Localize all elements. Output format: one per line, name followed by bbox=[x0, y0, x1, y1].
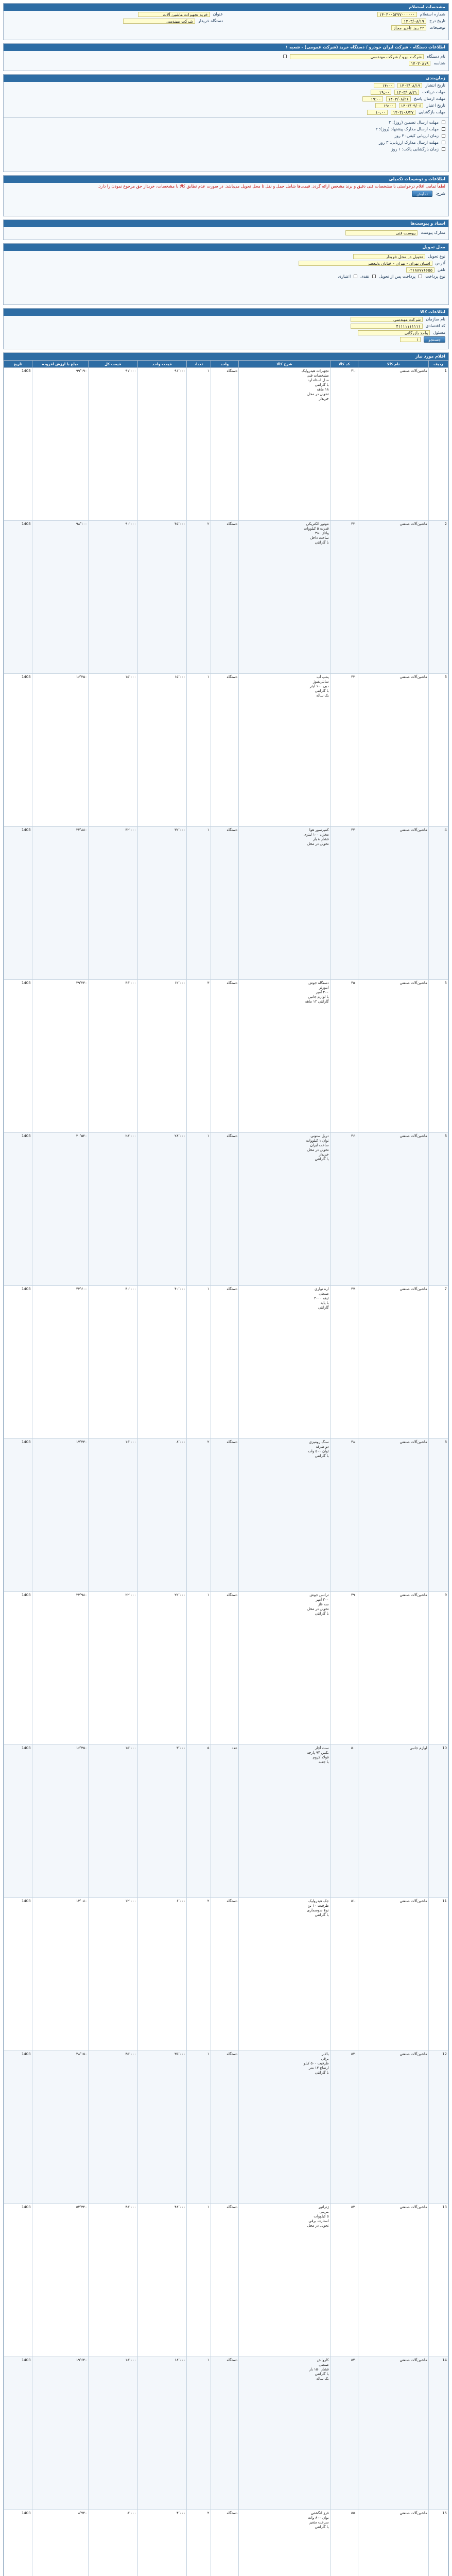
table-cell-unit: دستگاه bbox=[211, 827, 239, 980]
table-cell-total: ۸٬۰۰۰ bbox=[88, 2510, 137, 2576]
table-cell-name: ماشین‌آلات صنعتی bbox=[358, 674, 429, 827]
timing-extra-label: مهلت ارسال مدارک پیشنهاد (روز): ۳ bbox=[375, 127, 439, 131]
delivery-type: تحویل در محل خریدار bbox=[353, 254, 425, 259]
table-cell-vat: ۳۰٬۵۲۰ bbox=[32, 1133, 88, 1286]
timing-checkbox[interactable] bbox=[442, 134, 445, 138]
buyer-value: واحد بازرگانی bbox=[358, 330, 430, 335]
timing-checkbox[interactable] bbox=[442, 127, 445, 131]
table-row[interactable] bbox=[4, 2051, 448, 2204]
timing-extra-label: زمان بازگشایی پاکت: ۱ روز bbox=[391, 147, 439, 151]
table-cell-price: ۲۲٬۰۰۰ bbox=[137, 1592, 187, 1745]
table-cell-n: 5 bbox=[428, 980, 448, 1133]
table-cell-n: 3 bbox=[428, 674, 448, 827]
table-cell-qty: ۱ bbox=[187, 1133, 211, 1286]
table-cell-qty: ۱ bbox=[187, 827, 211, 980]
inquiry-buyer-label: دستگاه خریدار bbox=[198, 19, 223, 23]
items-header-cell: ردیف bbox=[428, 361, 448, 368]
table-cell-unit: دستگاه bbox=[211, 1133, 239, 1286]
table-cell-total: ۱۵٬۰۰۰ bbox=[88, 674, 137, 827]
table-cell-desc: کمپرسور هوا مخزن ۱۰۰ لیتری فشار ۸ بار تحویل در محل bbox=[239, 827, 331, 980]
table-cell-price: ۳٬۰۰۰ bbox=[137, 1745, 187, 1898]
table-cell-price: ۴۰٬۰۰۰ bbox=[137, 1286, 187, 1439]
table-cell-total: ۹۱٬۰۰۰ bbox=[88, 368, 137, 521]
table-cell-total: ۳۶٬۰۰۰ bbox=[88, 980, 137, 1133]
inquiry-date-label: تاریخ درج bbox=[429, 19, 445, 23]
table-cell-code: ۴۳۰ bbox=[330, 674, 358, 827]
table-cell-vat: ۱۶٬۳۵۰ bbox=[32, 1745, 88, 1898]
org-checkbox[interactable] bbox=[283, 55, 287, 58]
items-header-cell: قیمت واحد bbox=[137, 361, 187, 368]
buyer-rows bbox=[4, 316, 448, 336]
table-cell-total: ۱۶٬۰۰۰ bbox=[88, 1439, 137, 1592]
timing-extra-label: مهلت ارسال تضمین (روز): ۲ bbox=[389, 120, 439, 125]
table-cell-code: ۵۳۰ bbox=[330, 2204, 358, 2357]
items-header-cell: واحد bbox=[211, 361, 239, 368]
table-row[interactable] bbox=[4, 521, 448, 674]
table-cell-vat: ۲۳٬۹۸۰ bbox=[32, 1592, 88, 1745]
table-cell-n: 15 bbox=[428, 2510, 448, 2576]
table-cell-vat: ۱۹٬۶۲۰ bbox=[32, 2357, 88, 2510]
table-cell-name: ماشین‌آلات صنعتی bbox=[358, 2357, 429, 2510]
table-cell-code: ۴۹۰ bbox=[330, 1592, 358, 1745]
delivery-address: استان تهران - تهران - خیابان ولیعصر bbox=[299, 261, 432, 266]
table-cell-n: 7 bbox=[428, 1286, 448, 1439]
table-cell-unit: دستگاه bbox=[211, 1592, 239, 1745]
table-cell-price: ۱۵٬۰۰۰ bbox=[137, 674, 187, 827]
items-header-cell: تعداد bbox=[187, 361, 211, 368]
table-cell-qty: ۱ bbox=[187, 1592, 211, 1745]
table-cell-unit: دستگاه bbox=[211, 2357, 239, 2510]
buyer-frame bbox=[3, 308, 449, 349]
table-cell-vat: ۱۶٬۳۵۰ bbox=[32, 674, 88, 827]
table-cell-code: ۴۵۰ bbox=[330, 980, 358, 1133]
timing-row bbox=[4, 102, 448, 109]
table-cell-name: ماشین‌آلات صنعتی bbox=[358, 2051, 429, 2204]
delivery-phone-label: تلفن bbox=[437, 267, 445, 272]
table-cell-total: ۳۲٬۰۰۰ bbox=[88, 827, 137, 980]
inquiry-date: ۱۴۰۳/۰۸/۱۹ bbox=[402, 19, 426, 24]
table-cell-desc: ترانس جوش ۳۰۰ آمپر سه فاز تحویل در محل با گارانتی bbox=[239, 1592, 331, 1745]
table-row[interactable] bbox=[4, 1439, 448, 1592]
table-cell-name: لوازم جانبی bbox=[358, 1745, 429, 1898]
table-cell-name: ماشین‌آلات صنعتی bbox=[358, 2204, 429, 2357]
timing-row bbox=[4, 95, 448, 102]
inquiry-desc-label: توضیحات bbox=[429, 25, 445, 30]
timing-date: ۱۴۰۳/۰۹/۰۶ bbox=[399, 103, 424, 108]
table-cell-unit: عدد bbox=[211, 1745, 239, 1898]
notes-frame bbox=[3, 175, 449, 216]
table-cell-price: ۴٬۰۰۰ bbox=[137, 2510, 187, 2576]
table-cell-date: 1403 bbox=[4, 1898, 32, 2051]
delivery-frame bbox=[3, 243, 449, 305]
table-cell-qty: ۳ bbox=[187, 980, 211, 1133]
inquiry-number-label: شماره استعلام bbox=[420, 12, 445, 16]
delivery-address-label: آدرس bbox=[435, 261, 445, 265]
table-cell-desc: دریل ستونی توان ۱ کیلووات ساخت ایران تحویل در محل خریدار با گارانتی bbox=[239, 1133, 331, 1286]
table-cell-code: ۴۶۰ bbox=[330, 1133, 358, 1286]
table-cell-vat: ۱۳٬۰۸۰ bbox=[32, 1898, 88, 2051]
items-body bbox=[4, 368, 448, 2576]
table-cell-code: ۵۲۰ bbox=[330, 2051, 358, 2204]
table-cell-unit: دستگاه bbox=[211, 1439, 239, 1592]
timing-extra-row bbox=[4, 119, 448, 126]
timing-checkbox[interactable] bbox=[442, 141, 445, 144]
table-cell-date: 1403 bbox=[4, 674, 32, 827]
payment-radio[interactable] bbox=[354, 275, 357, 278]
table-cell-total: ۴۰٬۰۰۰ bbox=[88, 1286, 137, 1439]
table-cell-date: 1403 bbox=[4, 368, 32, 521]
table-cell-date: 1403 bbox=[4, 980, 32, 1133]
payment-radio[interactable] bbox=[419, 275, 422, 278]
buyer-label: کد اقتصادی bbox=[425, 324, 445, 328]
table-cell-price: ۶٬۰۰۰ bbox=[137, 1898, 187, 2051]
timing-time: ۱۹:۰۰ bbox=[375, 103, 396, 108]
pager-value[interactable]: ۱ bbox=[400, 337, 421, 342]
table-row[interactable] bbox=[4, 980, 448, 1133]
table-cell-qty: ۱ bbox=[187, 2204, 211, 2357]
table-cell-price: ۸٬۰۰۰ bbox=[137, 1439, 187, 1592]
table-cell-desc: دستگاه جوش اینورتر ۲۰۰ آمپر با لوازم جانبی گارانتی ۱۲ ماهه bbox=[239, 980, 331, 1133]
table-row[interactable] bbox=[4, 2204, 448, 2357]
inquiry-buyer: شرکت مهندسی bbox=[123, 19, 195, 24]
table-cell-name: ماشین‌آلات صنعتی bbox=[358, 1133, 429, 1286]
table-cell-n: 11 bbox=[428, 1898, 448, 2051]
table-cell-vat: ۳۸٬۱۵۰ bbox=[32, 2051, 88, 2204]
table-cell-desc: کارواش صنعتی فشار ۱۵۰ بار با گارانتی یک ساله bbox=[239, 2357, 331, 2510]
table-row[interactable] bbox=[4, 1745, 448, 1898]
inquiry-title-label: عنوان bbox=[213, 12, 223, 16]
table-cell-date: 1403 bbox=[4, 1439, 32, 1592]
payment-option-label: پرداخت پس از تحویل bbox=[378, 274, 416, 279]
table-cell-n: 10 bbox=[428, 1745, 448, 1898]
table-cell-date: 1403 bbox=[4, 827, 32, 980]
timing-time: ۱۹:۰۰ bbox=[362, 96, 383, 101]
timing-extra-label: مهلت ارسال مدارک ارزیابی: ۳ روز bbox=[378, 140, 439, 145]
table-cell-price: ۴۸٬۰۰۰ bbox=[137, 2204, 187, 2357]
table-cell-total: ۲۲٬۰۰۰ bbox=[88, 1592, 137, 1745]
timing-label: مهلت دریافت bbox=[422, 90, 445, 94]
table-cell-desc: تجهیزات هیدرولیک مشخصات فنی مدل استاندارد با گارانتی ۱۸ ماهه تحویل در محل خریدار bbox=[239, 368, 331, 521]
table-cell-desc: فرز انگشتی توان ۸۰۰ وات سرعت متغیر با گارانتی bbox=[239, 2510, 331, 2576]
table-cell-desc: سنگ رومیزی دو طرفه توان ۵۰۰ وات با گارانتی bbox=[239, 1439, 331, 1592]
table-cell-qty: ۱ bbox=[187, 674, 211, 827]
table-cell-price: ۱۲٬۰۰۰ bbox=[137, 980, 187, 1133]
timing-extra bbox=[4, 119, 448, 152]
table-cell-qty: ۱ bbox=[187, 1286, 211, 1439]
table-cell-unit: دستگاه bbox=[211, 2204, 239, 2357]
table-cell-name: ماشین‌آلات صنعتی bbox=[358, 1592, 429, 1745]
timing-row bbox=[4, 82, 448, 89]
items-header-cell: کد کالا bbox=[330, 361, 358, 368]
timing-label: مهلت ارسال پاسخ bbox=[413, 96, 445, 101]
table-cell-date: 1403 bbox=[4, 2357, 32, 2510]
table-cell-unit: دستگاه bbox=[211, 674, 239, 827]
table-cell-total: ۱۸٬۰۰۰ bbox=[88, 2357, 137, 2510]
table-cell-vat: ۵۲٬۳۲۰ bbox=[32, 2204, 88, 2357]
timing-date: ۱۴۰۳/۰۸/۲۱ bbox=[394, 90, 419, 95]
table-cell-code: ۵۵۰ bbox=[330, 2510, 358, 2576]
docs-value[interactable]: پیوست فنی bbox=[345, 230, 418, 235]
table-cell-total: ۹۰٬۰۰۰ bbox=[88, 521, 137, 674]
table-cell-n: 1 bbox=[428, 368, 448, 521]
buyer-label: نام سازمان bbox=[426, 317, 445, 321]
timing-row bbox=[4, 109, 448, 115]
table-cell-qty: ۵ bbox=[187, 1745, 211, 1898]
table-cell-vat: ۳۹٬۲۴۰ bbox=[32, 980, 88, 1133]
timing-row bbox=[4, 89, 448, 95]
table-cell-name: ماشین‌آلات صنعتی bbox=[358, 368, 429, 521]
table-row[interactable] bbox=[4, 368, 448, 521]
table-row[interactable] bbox=[4, 1898, 448, 2051]
table-cell-total: ۴۸٬۰۰۰ bbox=[88, 2204, 137, 2357]
table-cell-desc: موتور الکتریکی قدرت ۵ کیلووات ولتاژ ۳۸۰ ساخت داخل با گارانتی bbox=[239, 521, 331, 674]
timing-extra-label: زمان ارزیابی کیفی: ۴ روز bbox=[394, 133, 439, 138]
org-row2: ۱۴۰۳۰۸۱۹ bbox=[409, 61, 430, 66]
table-cell-qty: ۱ bbox=[187, 2051, 211, 2204]
timing-checkbox[interactable] bbox=[442, 147, 445, 151]
table-cell-qty: ۲ bbox=[187, 521, 211, 674]
table-cell-date: 1403 bbox=[4, 2204, 32, 2357]
table-cell-price: ۴۵٬۰۰۰ bbox=[137, 521, 187, 674]
table-row[interactable] bbox=[4, 1592, 448, 1745]
delivery-phone: ۰۲۱۸۸۷۷۶۶۵۵ bbox=[406, 267, 434, 273]
timing-date: ۱۴۰۳/۰۸/۱۹ bbox=[397, 83, 422, 88]
table-cell-code: ۵۴۰ bbox=[330, 2357, 358, 2510]
table-cell-date: 1403 bbox=[4, 2051, 32, 2204]
timing-extra-row bbox=[4, 132, 448, 139]
items-header-cell: نام کالا bbox=[358, 361, 429, 368]
items-title: اقلام مورد نیاز bbox=[4, 353, 448, 360]
table-cell-vat: ۹۹٬۱۹۰ bbox=[32, 368, 88, 521]
table-cell-n: 13 bbox=[428, 2204, 448, 2357]
org-row1: شرکت نیرو / شرکت مهندسی bbox=[290, 54, 424, 59]
items-header-cell: شرح کالا bbox=[239, 361, 331, 368]
table-cell-price: ۳۵٬۰۰۰ bbox=[137, 2051, 187, 2204]
table-cell-qty: ۱ bbox=[187, 2357, 211, 2510]
timing-extra-row bbox=[4, 146, 448, 152]
table-cell-code: ۴۷۰ bbox=[330, 1286, 358, 1439]
table-cell-n: 8 bbox=[428, 1439, 448, 1592]
payment-option-label: نوع پرداخت bbox=[425, 274, 445, 279]
buyer-row bbox=[4, 316, 448, 323]
org-frame bbox=[3, 43, 449, 71]
table-cell-n: 6 bbox=[428, 1133, 448, 1286]
table-cell-total: ۱۵٬۰۰۰ bbox=[88, 1745, 137, 1898]
table-cell-qty: ۱ bbox=[187, 368, 211, 521]
table-cell-name: ماشین‌آلات صنعتی bbox=[358, 521, 429, 674]
table-row[interactable] bbox=[4, 1133, 448, 1286]
table-cell-unit: دستگاه bbox=[211, 2510, 239, 2576]
table-cell-name: ماشین‌آلات صنعتی bbox=[358, 1286, 429, 1439]
table-cell-name: ماشین‌آلات صنعتی bbox=[358, 827, 429, 980]
table-cell-desc: بالابر برقی ظرفیت ۵۰۰ کیلو ارتفاع ۱۲ متر با گارانتی bbox=[239, 2051, 331, 2204]
timing-title: زمان‌بندی bbox=[4, 75, 448, 82]
table-cell-code: ۵۱۰ bbox=[330, 1898, 358, 2051]
table-cell-n: 2 bbox=[428, 521, 448, 674]
table-cell-desc: اره نواری صنعتی تیغه ۲۰۰۰ با پایه گارانتی bbox=[239, 1286, 331, 1439]
buyer-row bbox=[4, 329, 448, 336]
buyer-value: ۴۱۱۱۱۱۱۱۱۱۱ bbox=[351, 324, 423, 329]
docs-title: اسناد و پیوست‌ها bbox=[4, 220, 448, 227]
items-table bbox=[4, 360, 448, 2576]
timing-frame bbox=[3, 74, 449, 172]
table-cell-date: 1403 bbox=[4, 1286, 32, 1439]
inquiry-frame bbox=[3, 3, 449, 40]
timing-date: ۱۴۰۳/۰۸/۲۶ bbox=[386, 96, 411, 101]
table-cell-desc: پمپ آب سانتریفیوژ دبی ۱۰۰ لیتر با گارانتی یک ساله bbox=[239, 674, 331, 827]
table-cell-n: 9 bbox=[428, 1592, 448, 1745]
payment-option-label: نقدی bbox=[360, 274, 369, 279]
timing-time: ۱۰:۰۰ bbox=[367, 110, 388, 115]
table-cell-price: ۲۸٬۰۰۰ bbox=[137, 1133, 187, 1286]
timing-label: مهلت بازگشایی bbox=[419, 110, 445, 114]
table-cell-qty: ۲ bbox=[187, 2510, 211, 2576]
table-cell-vat: ۴۳٬۶۰۰ bbox=[32, 1286, 88, 1439]
table-cell-unit: دستگاه bbox=[211, 2051, 239, 2204]
docs-frame bbox=[3, 219, 449, 240]
table-cell-qty: ۲ bbox=[187, 1898, 211, 2051]
items-header-cell: مبلغ با ارزش افزوده bbox=[32, 361, 88, 368]
table-cell-name: ماشین‌آلات صنعتی bbox=[358, 2510, 429, 2576]
table-cell-total: ۳۵٬۰۰۰ bbox=[88, 2051, 137, 2204]
inquiry-title: مشخصات استعلام bbox=[4, 4, 448, 11]
table-cell-code: ۴۸۰ bbox=[330, 1439, 358, 1592]
docs-label: مدارک پیوست bbox=[421, 230, 445, 235]
table-cell-date: 1403 bbox=[4, 2510, 32, 2576]
table-cell-code: ۴۱۰ bbox=[330, 368, 358, 521]
table-cell-desc: ست آچار بکس ۹۴ پارچه فولاد کروم با جعبه bbox=[239, 1745, 331, 1898]
org-section-title: اطلاعات دستگاه - شرکت ایران خودرو / دستگاه خرید (شرکت عمومی) - شعبه ۱ bbox=[4, 44, 448, 51]
payment-radio[interactable] bbox=[372, 275, 376, 278]
table-cell-date: 1403 bbox=[4, 521, 32, 674]
table-cell-date: 1403 bbox=[4, 1745, 32, 1898]
table-cell-total: ۱۲٬۰۰۰ bbox=[88, 1898, 137, 2051]
delivery-type-label: نوع تحویل bbox=[428, 254, 445, 259]
items-header-row bbox=[4, 361, 448, 368]
org-row2-label: شناسه bbox=[433, 61, 445, 65]
items-header-cell: تاریخ bbox=[4, 361, 32, 368]
payment-option-label: اعتباری bbox=[338, 274, 351, 279]
table-cell-price: ۳۲٬۰۰۰ bbox=[137, 827, 187, 980]
table-cell-qty: ۲ bbox=[187, 1439, 211, 1592]
timing-date: ۱۴۰۳/۰۸/۲۷ bbox=[391, 110, 415, 115]
table-cell-n: 14 bbox=[428, 2357, 448, 2510]
table-cell-date: 1403 bbox=[4, 1592, 32, 1745]
table-cell-unit: دستگاه bbox=[211, 1898, 239, 2051]
timing-checkbox[interactable] bbox=[442, 121, 445, 124]
buyer-label: مسئول bbox=[433, 330, 445, 335]
timing-label: تاریخ انتشار bbox=[425, 83, 445, 88]
table-cell-name: ماشین‌آلات صنعتی bbox=[358, 980, 429, 1133]
table-cell-code: ۴۴۰ bbox=[330, 827, 358, 980]
table-cell-total: ۲۸٬۰۰۰ bbox=[88, 1133, 137, 1286]
table-cell-vat: ۳۴٬۸۸۰ bbox=[32, 827, 88, 980]
table-row[interactable] bbox=[4, 2357, 448, 2510]
timing-time: ۱۹:۰۰ bbox=[371, 90, 391, 95]
table-cell-unit: دستگاه bbox=[211, 980, 239, 1133]
table-cell-price: ۱۸٬۰۰۰ bbox=[137, 2357, 187, 2510]
table-cell-vat: ۹۸٬۱۰۰ bbox=[32, 521, 88, 674]
table-cell-name: ماشین‌آلات صنعتی bbox=[358, 1439, 429, 1592]
table-cell-code: ۵۰۰ bbox=[330, 1745, 358, 1898]
table-cell-code: ۴۲۰ bbox=[330, 521, 358, 674]
inquiry-desc: ۲۳ روز تاخیر مجاز bbox=[391, 25, 426, 30]
inquiry-title-value: خرید تجهیزات ماشین آلات bbox=[138, 12, 210, 17]
buyer-value: شرکت مهندسی bbox=[351, 317, 423, 322]
inquiry-number: ۱۴۰۳۰۰۵۲۷۷۰۰۰۰۰۰ bbox=[377, 12, 417, 17]
timing-time: ۱۴:۰۰ bbox=[374, 83, 394, 88]
table-cell-name: ماشین‌آلات صنعتی bbox=[358, 1898, 429, 2051]
timing-extra-row bbox=[4, 126, 448, 132]
delivery-title: محل تحویل bbox=[4, 244, 448, 251]
table-cell-unit: دستگاه bbox=[211, 1286, 239, 1439]
buyer-row bbox=[4, 323, 448, 329]
notes-text: لطفاً تمامی اقلام درخواستی با مشخصات فنی دقیق و برند مشخص ارائه گردد. قیمت‌ها شامل حمل و نقل تا محل تحویل می‌باشد. در صورت عدم تطابق کالا با مشخصات، خریدار حق مرجوع نمودن را دارد. bbox=[97, 184, 445, 189]
notes-label: شرح: bbox=[436, 191, 445, 196]
table-cell-unit: دستگاه bbox=[211, 521, 239, 674]
table-cell-price: ۹۱٬۰۰۰ bbox=[137, 368, 187, 521]
items-header-cell: قیمت کل bbox=[88, 361, 137, 368]
search-button[interactable]: جستجو bbox=[424, 336, 445, 343]
timing-extra-row bbox=[4, 139, 448, 146]
table-cell-unit: دستگاه bbox=[211, 368, 239, 521]
buyer-title: اطلاعات کالا bbox=[4, 309, 448, 316]
table-row[interactable] bbox=[4, 1286, 448, 1439]
notes-title: اطلاعات و توضیحات تکمیلی bbox=[4, 176, 448, 183]
table-row[interactable] bbox=[4, 827, 448, 980]
table-cell-desc: جک هیدرولیک ظرفیت ۱۰ تن نوع سوسماری با گارانتی bbox=[239, 1898, 331, 2051]
notes-toggle-button[interactable]: نمایش bbox=[412, 191, 432, 197]
items-frame bbox=[3, 352, 449, 2576]
table-cell-n: 12 bbox=[428, 2051, 448, 2204]
org-row1-label: نام دستگاه bbox=[427, 54, 445, 59]
table-cell-desc: ژنراتور بنزینی ۵ کیلووات استارت برقی تحویل در محل bbox=[239, 2204, 331, 2357]
table-cell-date: 1403 bbox=[4, 1133, 32, 1286]
timing-rows bbox=[4, 82, 448, 115]
table-cell-n: 4 bbox=[428, 827, 448, 980]
table-row[interactable] bbox=[4, 674, 448, 827]
table-cell-vat: ۸٬۷۲۰ bbox=[32, 2510, 88, 2576]
payment-options bbox=[4, 273, 448, 280]
table-cell-vat: ۱۷٬۴۴۰ bbox=[32, 1439, 88, 1592]
timing-label: تاریخ اعتبار bbox=[426, 103, 445, 108]
table-row[interactable] bbox=[4, 2510, 448, 2576]
